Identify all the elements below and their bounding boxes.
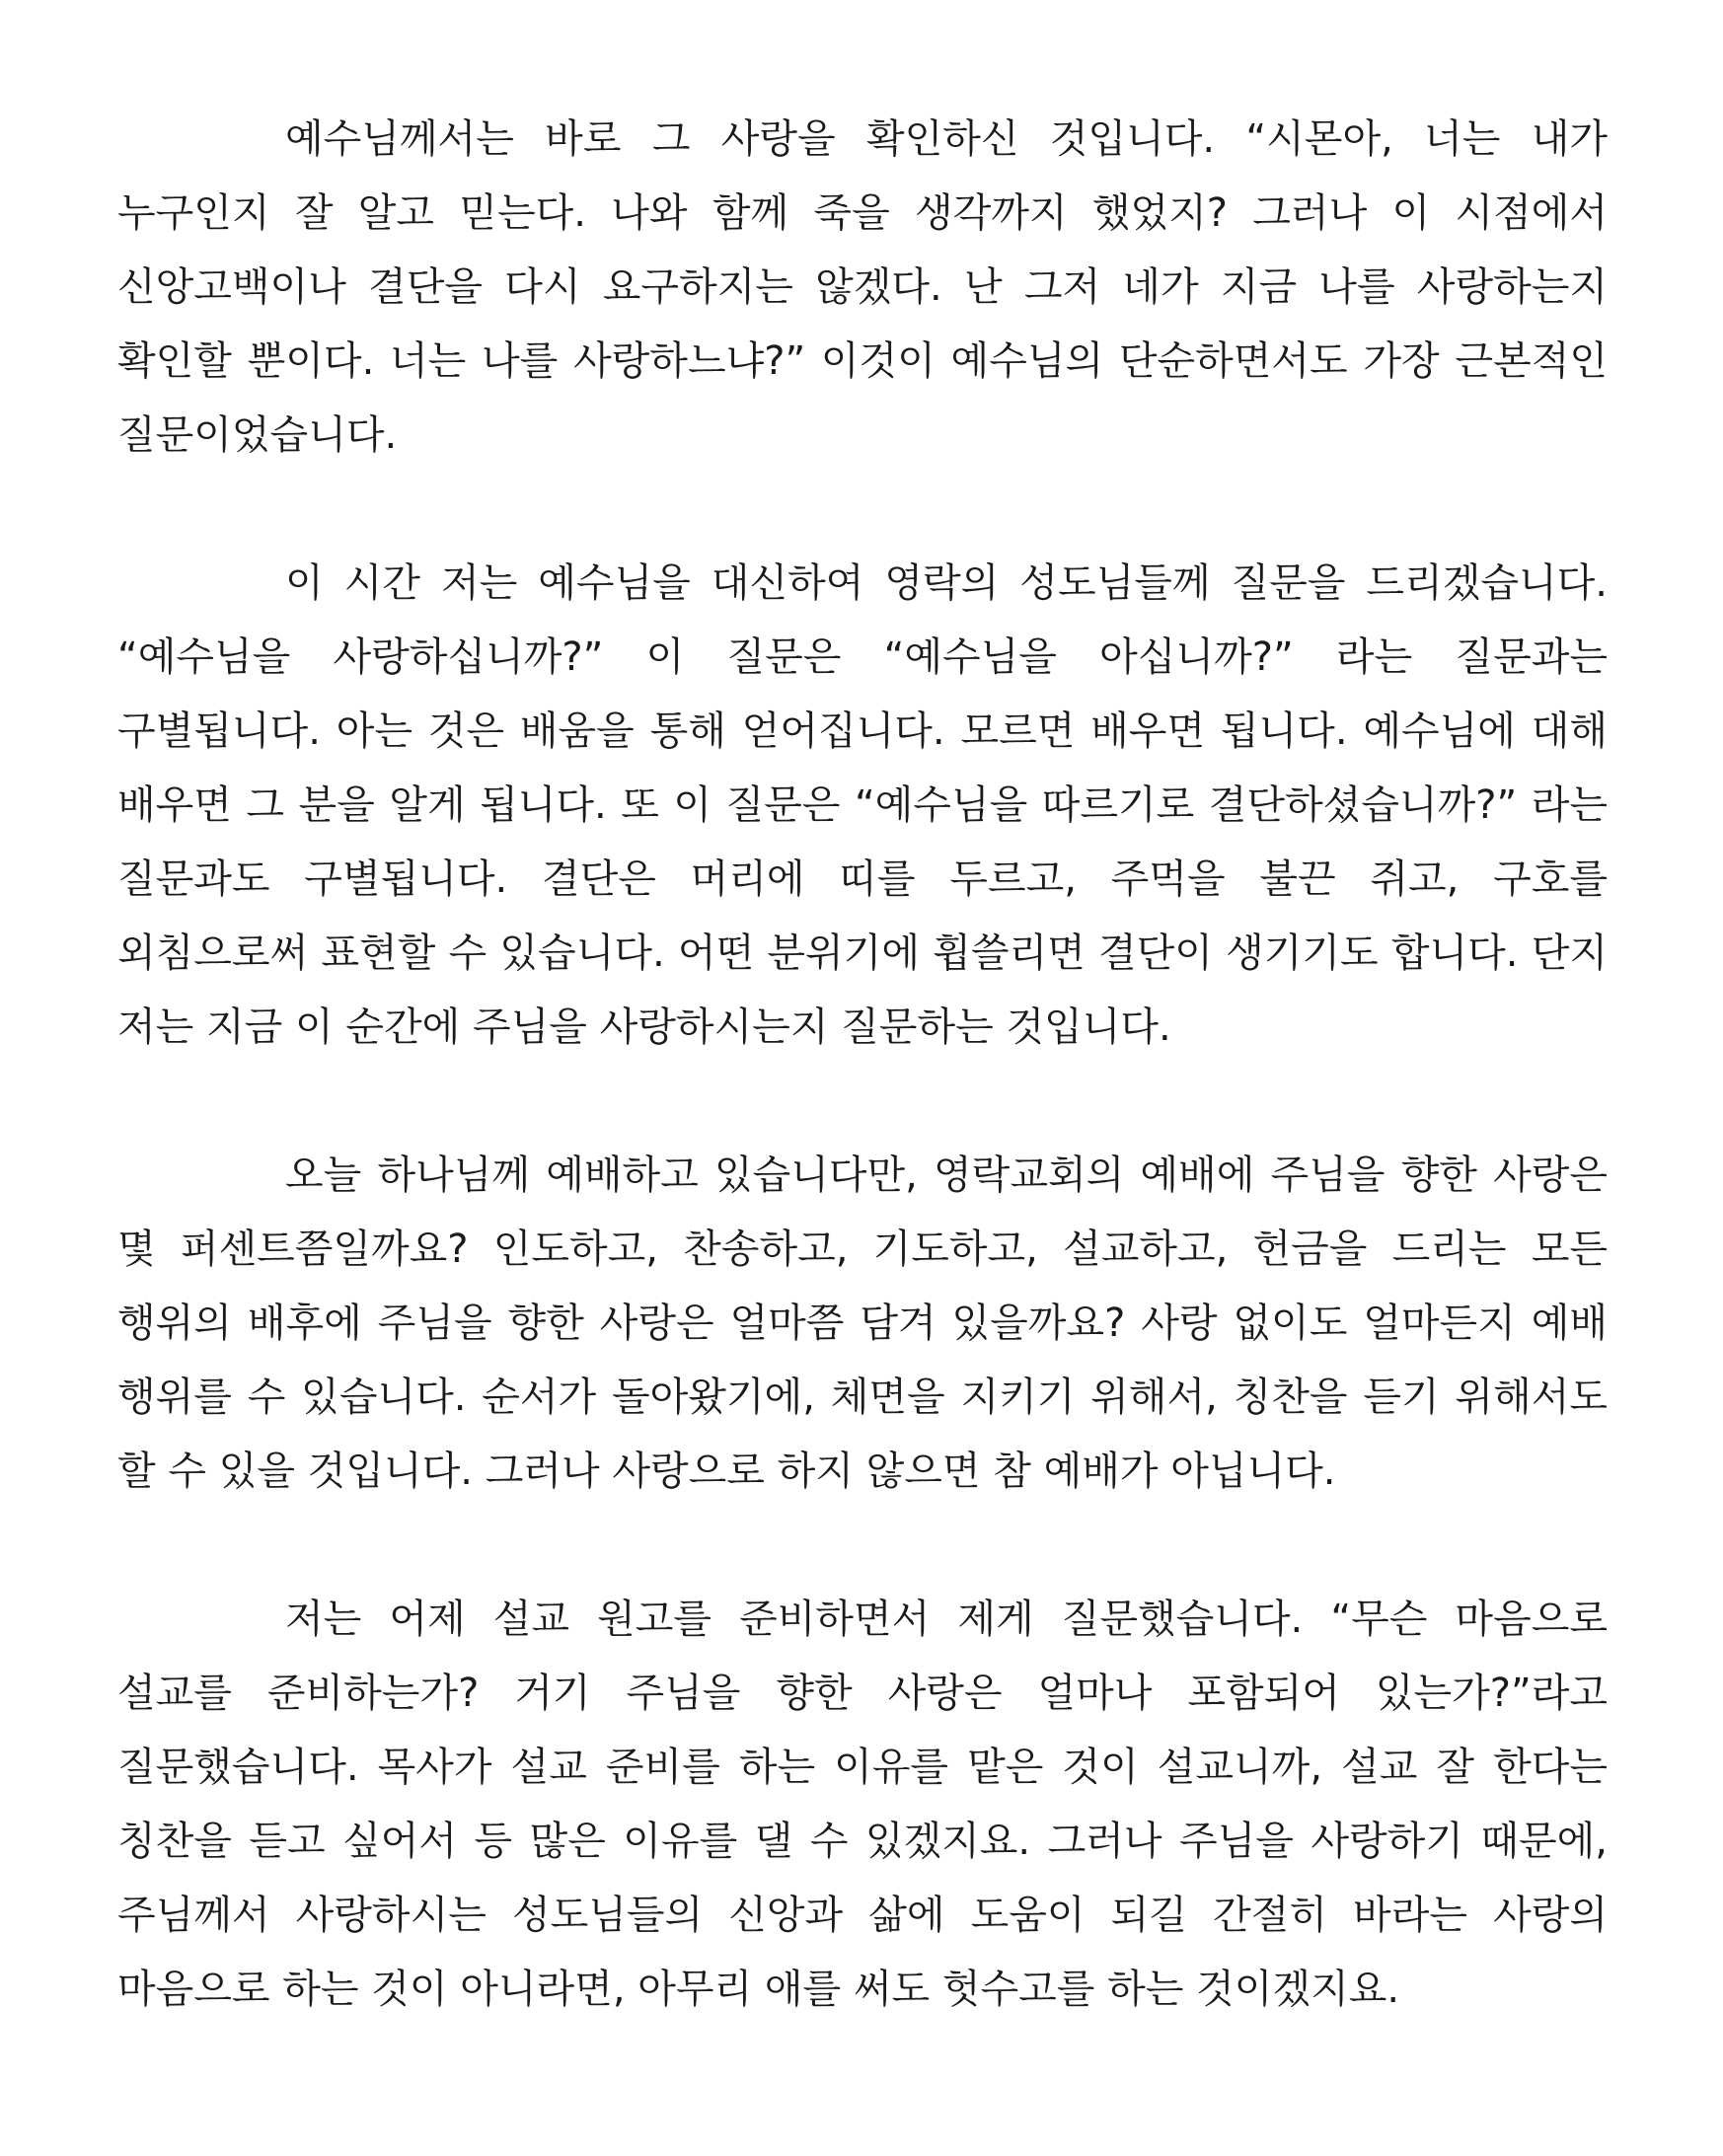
document-page [117, 103, 1608, 2027]
paragraph-3: 오늘 하나님께 예배하고 있습니다만, 영락교회의 예배에 주님을 향한 사랑은 몇 퍼센트쯤일까요? 인도하고, 찬송하고, 기도하고, 설교하고, 헌금을 드리는 모든 행위의 배후에 주님을 향한 사랑은 얼마쯤 담겨 있을까요? 사랑 없이도 얼마든지 예배 행위를 수 있습니다. 순서가 돌아왔기에, 체면을 지키기 위해서, 칭찬을 듣기 위해서도 할 수 있을 것입니다. 그러나 사랑으로 하지 않으면 참 예배가 아닙니다. [117, 1152, 1608, 1494]
paragraph-1: 예수님께서는 바로 그 사랑을 확인하신 것입니다. “시몬아, 너는 내가 누구인지 잘 알고 믿는다. 나와 함께 죽을 생각까지 했었지? 그러나 이 시점에서 신앙고백이나 결단을 다시 요구하지는 않겠다. 난 그저 네가 지금 나를 사랑하는지 확인할 뿐이다. 너는 나를 사랑하느냐?” 이것이 예수님의 단순하면서도 가장 근본적인 질문이었습니다. [117, 116, 1608, 458]
paragraph-2: 이 시간 저는 예수님을 대신하여 영락의 성도님들께 질문을 드리겠습니다. “예수님을 사랑하십니까?” 이 질문은 “예수님을 아십니까?” 라는 질문과는 구별됩니다. 아는 것은 배움을 통해 얻어집니다. 모르면 배우면 됩니다. 예수님에 대해 배우면 그 분을 알게 됩니다. 또 이 질문은 “예수님을 따르기로 결단하셨습니까?” 라는 질문과도 구별됩니다. 결단은 머리에 띠를 두르고, 주먹을 불끈 쥐고, 구호를 외침으로써 표현할 수 있습니다. 어떤 분위기에 휩쓸리면 결단이 생기기도 합니다. 단지 저는 지금 이 순간에 주님을 사랑하시는지 질문하는 것입니다. [117, 560, 1608, 1050]
paragraph-4: 저는 어제 설교 원고를 준비하면서 제게 질문했습니다. “무슨 마음으로 설교를 준비하는가? 거기 주님을 향한 사랑은 얼마나 포함되어 있는가?”라고 질문했습니다. 목사가 설교 준비를 하는 이유를 맡은 것이 설교니까, 설교 잘 한다는 칭찬을 듣고 싶어서 등 많은 이유를 댈 수 있겠지요. 그러나 주님을 사랑하기 때문에, 주님께서 사랑하시는 성도님들의 신앙과 삶에 도움이 되길 간절히 바라는 사랑의 마음으로 하는 것이 아니라면, 아무리 애를 써도 헛수고를 하는 것이겠지요. [117, 1597, 1608, 2012]
